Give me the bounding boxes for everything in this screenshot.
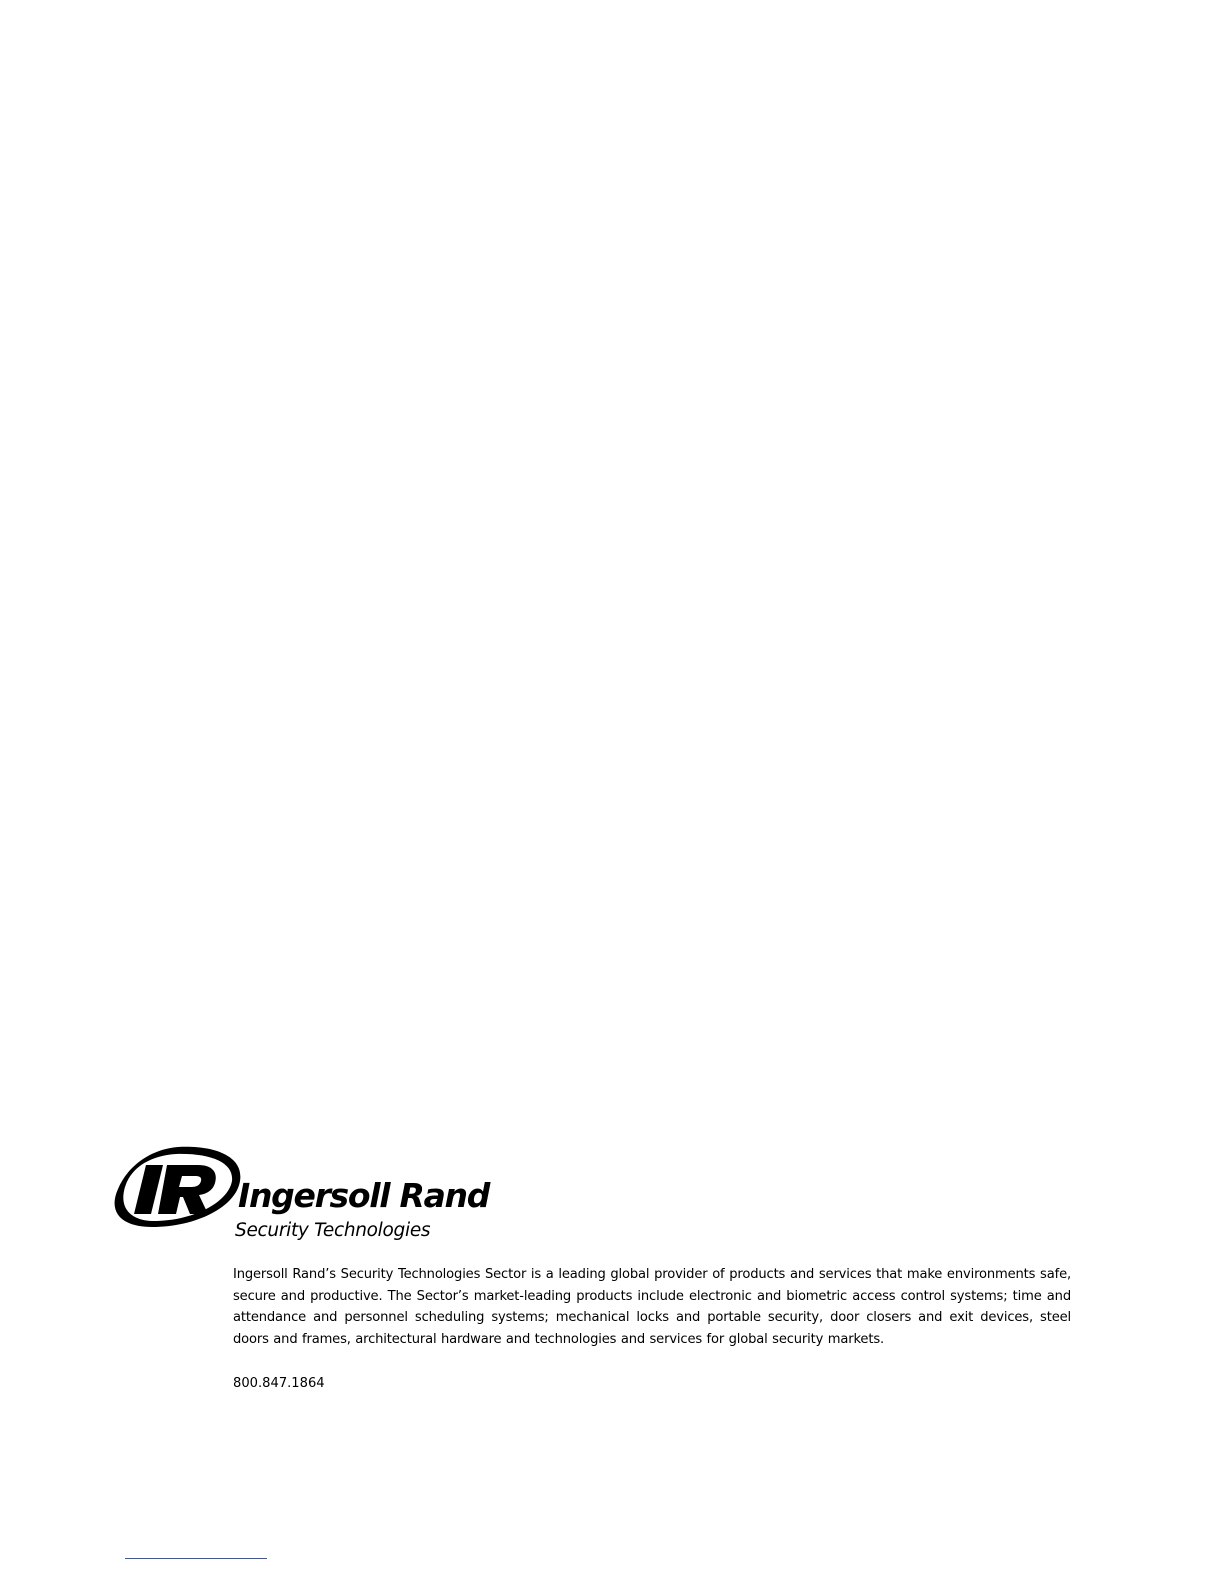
brand-division: Security Technologies bbox=[235, 1220, 431, 1241]
ingersoll-rand-logo bbox=[112, 1145, 492, 1245]
phone-number: 800.847.1864 bbox=[233, 1376, 325, 1391]
footer-divider bbox=[125, 1558, 267, 1559]
ir-logo-mark bbox=[112, 1145, 244, 1229]
company-description: Ingersoll Rand’s Security Technologies Sector is a leading global provider of products and services that make environments safe, secure and productive. The Sector’s market-leading products include electronic and biometric access control systems; time and attendance and personnel scheduling systems; mechanical locks and portable security, door closers and exit devices, steel doors and frames, architectural hardware and technologies and services for global security markets. bbox=[233, 1267, 1071, 1347]
brand-name: Ingersoll Rand bbox=[238, 1176, 490, 1215]
